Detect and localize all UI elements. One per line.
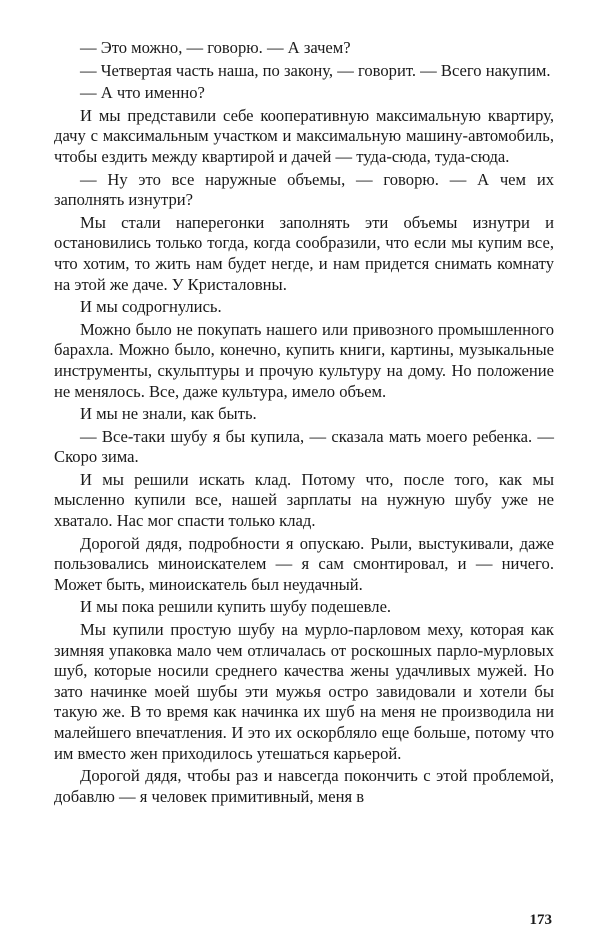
paragraph: И мы пока решили купить шубу подешевле. [80, 597, 392, 617]
paragraph: — А что именно? [80, 83, 205, 103]
paragraph: — Все-таки шубу я бы купила, — сказала мать моего ребенка. — Скоро зима. [54, 426, 554, 467]
paragraph: Мы стали наперегонки заполнять эти объемы изнутри и остановились только тогда, когда сообразили, что если мы купим все, что хотим, то жить нам будет негде, и нам придется снимать комнату на этой же даче. У Кристаловны. [54, 212, 554, 294]
paragraph: И мы представили себе кооперативную максимальную квартиру, дачу с максимальным участком и максимальную машину-автомобиль, чтобы ездить между квартирой и дачей — туда-сюда, туда-сюда. [54, 105, 554, 166]
paragraph: Дорогой дядя, чтобы раз и навсегда покончить с этой проблемой, добавлю — я человек примитивный, меня в [54, 766, 554, 806]
paragraph: И мы решили искать клад. Потому что, после того, как мы мысленно купили все, нашей зарплаты на нужную шубу уже не хватало. Нас мог спасти только клад. [54, 469, 554, 531]
paragraph: Мы купили простую шубу на мурло-парловом меху, которая как зимняя упаковка мало чем отличалась от роскошных парло-мурловых шуб, которые носили среднего качества жены удачливых мужей. Но зато начинке моей шубы эти мужья остро завидовали и хотели бы такую же. В то время как начинка их шуб на меня не производила ни малейшего впечатления. И это их оскорбляло еще больше, потому что им вместо жен приходилось утешаться карьерой. [54, 620, 554, 763]
paragraph: — Четвертая часть наша, по закону, — говорит. — Всего накупим. [80, 60, 551, 80]
paragraph: И мы не знали, как быть. [80, 404, 257, 424]
paragraph: — Ну это все наружные объемы, — говорю. — А чем их заполнять изнутри? [54, 169, 554, 210]
paragraph: Дорогой дядя, подробности я опускаю. Рыли, выстукивали, даже пользовались миноискателем — я сам смонтировал, и — ничего. Может быть, миноискатель был неудачный. [54, 533, 554, 594]
page-number: 173 [529, 912, 552, 928]
paragraph: И мы содрогнулись. [80, 297, 222, 317]
paragraph: — Это можно, — говорю. — А зачем? [80, 38, 351, 57]
page-body [54, 38, 554, 807]
paragraph: Можно было не покупать нашего или привозного промышленного барахла. Можно было, конечно, купить книги, картины, музыкальные инструменты, скульптуры и прочую культуру на дому. Но положение не менялось. Все, даже культура, имело объем. [54, 319, 554, 401]
